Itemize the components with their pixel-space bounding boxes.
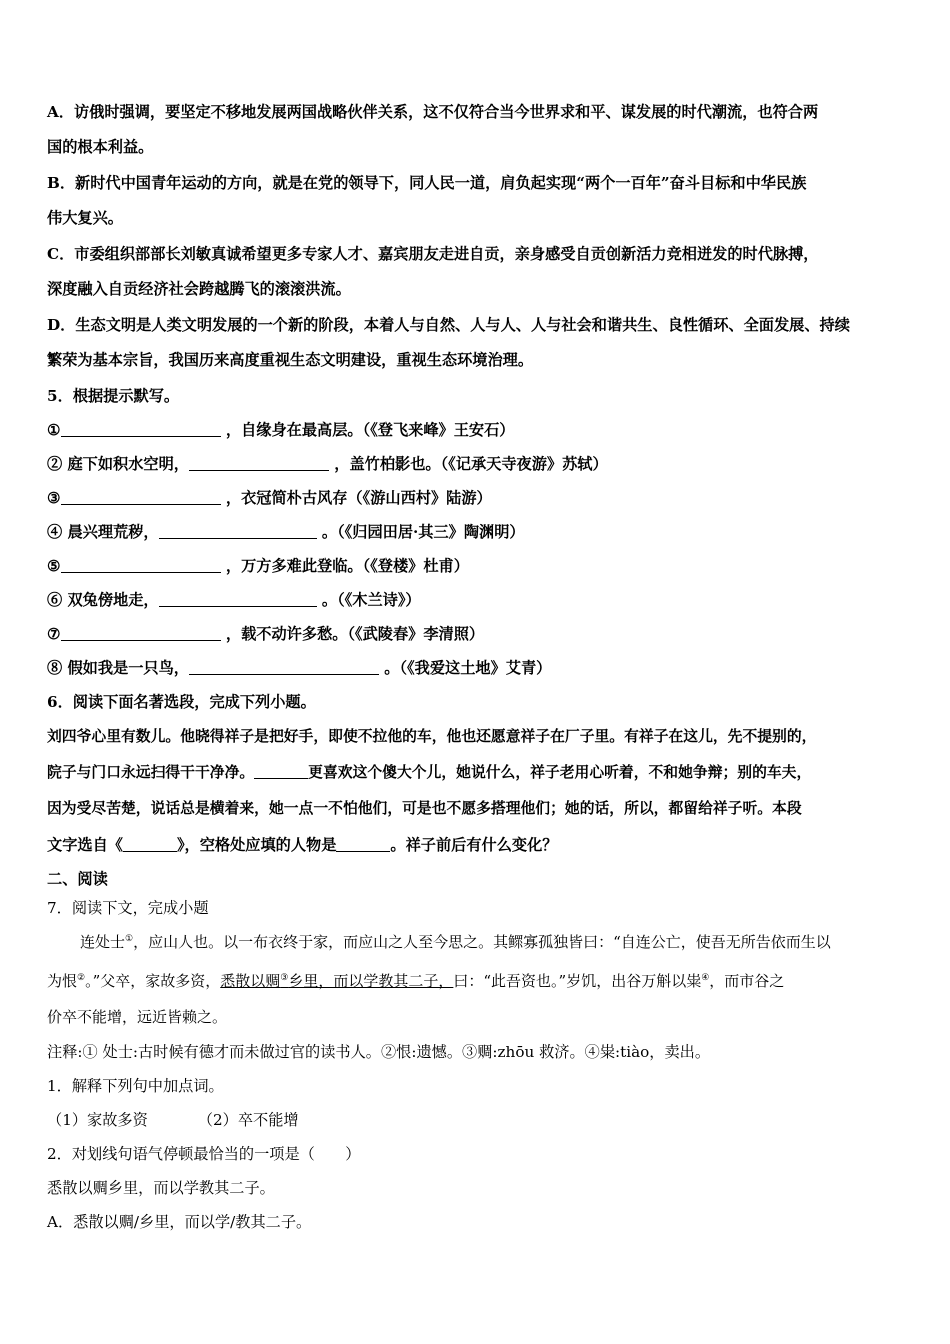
- answer-blank[interactable]: [189, 456, 329, 471]
- q6-passage: 刘四爷心里有数儿。他晓得祥子是把好手，即使不拉他的车，他也还愿意祥子在厂子里。有祥子在这儿，先不提别的， 院子与门口永远扫得干干净净。 更喜欢这个傻大个儿，她说什么，祥子老用心听着，不和她争辩；别的车夫， 因为受尽苦楚，说话总是横着来，她一点一不怕他们，可是也不愿多搭理他们；她的话，所以，都留给祥子听。本段 文字选自《 》，空格处应填的人物是 。祥子前后有什么变化？: [47, 728, 817, 854]
- q7-sub2: 2．对划线句语气停顿最恰当的一项是（ ）: [47, 1145, 361, 1163]
- answer-blank[interactable]: [189, 660, 379, 675]
- q6-title: 6．阅读下面名著选段，完成下列小题。: [47, 693, 316, 711]
- answer-blank[interactable]: [254, 764, 308, 779]
- answer-blank[interactable]: [61, 626, 221, 641]
- option-c: C．市委组织部部长刘敏真诚希望更多专家人才、嘉宾朋友走进自贡，亲身感受自贡创新活力竞相迸发的时代脉搏， 深度融入自贡经济社会跨越腾飞的滚滚洪流。: [47, 245, 819, 298]
- fill-item-6: ⑥ 双兔傍地走， 。（《木兰诗》）: [47, 591, 421, 609]
- q7-sub2-option-a[interactable]: A．悉散以赒/乡里，而以学/教其二子。: [47, 1213, 312, 1231]
- answer-blank[interactable]: [61, 422, 221, 437]
- fill-item-5: ⑤ ，万方多难此登临。（《登楼》杜甫）: [47, 557, 469, 575]
- underlined-sentence: 悉散以赒③乡里，而以学教其二子，: [220, 972, 454, 990]
- option-d: D．生态文明是人类文明发展的一个新的阶段，本着人与自然、人与人、人与社会和谐共生、良性循环、全面发展、持续 繁荣为基本宗旨，我国历来高度重视生态文明建设，重视生态环境治理。: [47, 316, 850, 369]
- q4-options: [47, 95, 909, 378]
- answer-blank[interactable]: [159, 524, 317, 539]
- answer-blank[interactable]: [159, 592, 317, 607]
- q7-sub1-items: （1）家故多资 （2）卒不能增: [47, 1111, 299, 1129]
- option-b: B．新时代中国青年运动的方向，就是在党的领导下，同人民一道，肩负起实现“两个一百年”奋斗目标和中华民族 伟大复兴。: [47, 174, 807, 227]
- q7-sub1: 1．解释下列句中加点词。: [47, 1077, 224, 1095]
- answer-blank[interactable]: [123, 837, 177, 852]
- answer-blank[interactable]: [336, 837, 390, 852]
- section-heading: 二、阅读: [47, 870, 108, 888]
- option-a: A．访俄时强调，要坚定不移地发展两国战略伙伴关系，这不仅符合当今世界求和平、谋发展的时代潮流，也符合两 国的根本利益。: [47, 103, 819, 156]
- fill-item-4: ④ 晨兴理荒秽， 。（《归园田居·其三》陶渊明）: [47, 523, 525, 541]
- q7-sub2-sentence: 悉散以赒乡里，而以学教其二子。: [47, 1179, 275, 1197]
- fill-item-8: ⑧ 假如我是一只鸟， 。（《我爱这土地》艾青）: [47, 659, 552, 677]
- document-page: [47, 95, 909, 1239]
- q7-notes: 注释:① 处士:古时候有德才而未做过官的读书人。②恨:遗憾。③赒:zhōu 救济。④粜:tiào，卖出。: [47, 1043, 711, 1061]
- q5-title: 5．根据提示默写。: [47, 387, 180, 405]
- q7-title: 7．阅读下文，完成小题: [47, 899, 209, 917]
- fill-item-3: ③ ，衣冠简朴古风存（《游山西村》陆游）: [47, 489, 492, 507]
- fill-item-1: ① ，自缘身在最高层。（《登飞来峰》王安石）: [47, 421, 515, 439]
- fill-item-2: ② 庭下如积水空明， ，盖竹柏影也。（《记承天寺夜游》苏轼）: [47, 455, 608, 473]
- q7-passage: 连处士①，应山人也。以一布衣终于家，而应山之人至今思之。其鳏寡孤独皆曰：“自连公亡，使吾无所告依而生以 为恨②。”父卒，家故多资，悉散以赒③乡里，而以学教其二子，曰：“此吾资也。”岁饥，出谷万斛以粜④，而市谷之 价卒不能增，远近皆赖之。: [47, 933, 831, 1026]
- answer-blank[interactable]: [61, 490, 221, 505]
- fill-item-7: ⑦ ，载不动许多愁。（《武陵春》李清照）: [47, 625, 485, 643]
- answer-blank[interactable]: [61, 558, 221, 573]
